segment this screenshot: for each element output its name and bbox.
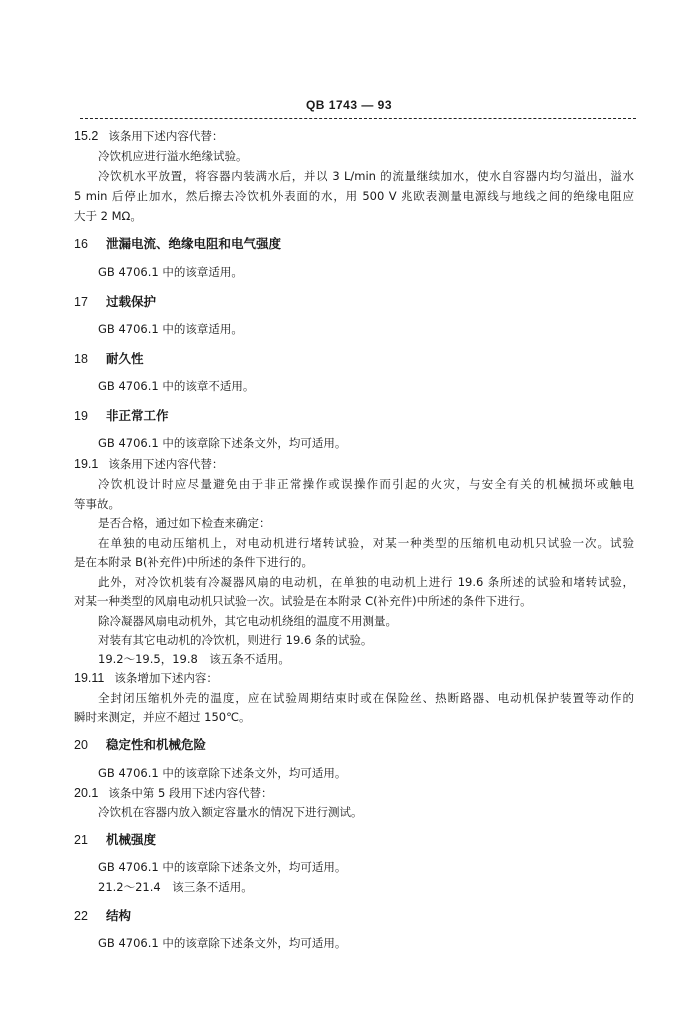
section-number: 17 [74, 295, 88, 309]
paragraph: 在单独的电动压缩机上，对电动机进行堵转试验，对某一种类型的压缩机电动机只试验一次。试验 [98, 536, 634, 550]
section-title: 耐久性 [106, 351, 144, 366]
clause-19-11 [74, 669, 218, 688]
section-title: 稳定性和机械危险 [106, 737, 207, 752]
section-number: 19 [74, 409, 88, 423]
paragraph: 是否合格，通过如下检查来确定： [98, 516, 271, 530]
section-title: 泄漏电流、绝缘电阻和电气强度 [106, 236, 282, 251]
clause-title: 该条用下述内容代替： [108, 129, 224, 143]
section-number: 16 [74, 237, 88, 251]
standard-code-header: QB 1743 — 93 [305, 98, 393, 112]
paragraph: 等事故。 [74, 497, 120, 511]
paragraph: GB 4706.1 中的该章除下述条文外，均可适用。 [98, 766, 347, 780]
clause-number: 19.11 [74, 671, 105, 685]
clause-title: 该条增加下述内容： [114, 671, 218, 685]
paragraph: GB 4706.1 中的该章除下述条文外，均可适用。 [98, 936, 347, 950]
section-20-heading [74, 735, 206, 755]
clause-15-2 [74, 127, 223, 146]
paragraph: 大于 2 MΩ。 [74, 209, 142, 223]
paragraph: 5 min 后停止加水，然后擦去冷饮机外表面的水，用 500 V 兆欧表测量电源线与地线之间的绝缘电阻应 [74, 189, 634, 203]
section-number: 22 [74, 909, 88, 923]
section-title: 结构 [106, 908, 132, 923]
clause-number: 20.1 [74, 786, 99, 800]
paragraph: 冷饮机设计时应尽量避免由于非正常操作或误操作而引起的火灾，与安全有关的机械损坏或触电 [98, 477, 634, 491]
paragraph: GB 4706.1 中的该章不适用。 [98, 379, 255, 393]
section-title: 过载保护 [106, 294, 157, 309]
paragraph: GB 4706.1 中的该章除下述条文外，均可适用。 [98, 860, 347, 874]
paragraph: 全封闭压缩机外壳的温度，应在试验周期结束时或在保险丝、热断路器、电动机保护装置等动作的 [98, 691, 634, 705]
clause-number: 19.1 [74, 457, 99, 471]
paragraph: 此外，对冷饮机装有冷凝器风扇的电动机，在单独的电动机上进行 19.6 条所述的试验和堵转试验， [98, 575, 634, 589]
paragraph: GB 4706.1 中的该章适用。 [98, 322, 243, 336]
section-16-heading [74, 234, 281, 254]
paragraph: 21.2～21.4 该三条不适用。 [98, 880, 253, 894]
section-21-heading [74, 830, 156, 850]
paragraph: 19.2～19.5，19.8 该五条不适用。 [98, 652, 290, 666]
paragraph: 对装有其它电动机的冷饮机，则进行 19.6 条的试验。 [98, 633, 373, 647]
section-22-heading [74, 906, 131, 926]
paragraph: GB 4706.1 中的该章适用。 [98, 265, 243, 279]
section-title: 非正常工作 [106, 408, 169, 423]
section-18-heading [74, 349, 144, 369]
paragraph: 冷饮机应进行溢水绝缘试验。 [98, 149, 248, 163]
paragraph: 除冷凝器风扇电动机外，其它电动机绕组的温度不用测量。 [98, 614, 397, 628]
paragraph: 瞬时来测定，并应不超过 150℃。 [74, 710, 251, 724]
section-title: 机械强度 [106, 832, 157, 847]
clause-title: 该条用下述内容代替： [108, 457, 224, 471]
clause-20-1 [74, 784, 272, 803]
section-19-heading [74, 406, 169, 426]
section-17-heading [74, 292, 156, 312]
section-number: 21 [74, 833, 88, 847]
paragraph: 对某一种类型的风扇电动机只试验一次。试验是在本附录 C(补充件)中所述的条件下进行。 [74, 594, 532, 608]
clause-number: 15.2 [74, 129, 99, 143]
paragraph: GB 4706.1 中的该章除下述条文外，均可适用。 [98, 436, 347, 450]
section-number: 20 [74, 738, 88, 752]
clause-19-1 [74, 455, 223, 474]
paragraph: 是在本附录 B(补充件)中所述的条件下进行的。 [74, 555, 314, 569]
section-number: 18 [74, 352, 88, 366]
paragraph: 冷饮机在容器内放入额定容量水的情况下进行测试。 [98, 805, 363, 819]
header-divider [80, 118, 636, 119]
paragraph: 冷饮机水平放置，将容器内装满水后，并以 3 L/min 的流量继续加水，使水自容器内均匀溢出，溢水 [98, 169, 634, 183]
clause-title: 该条中第 5 段用下述内容代替： [108, 786, 273, 800]
